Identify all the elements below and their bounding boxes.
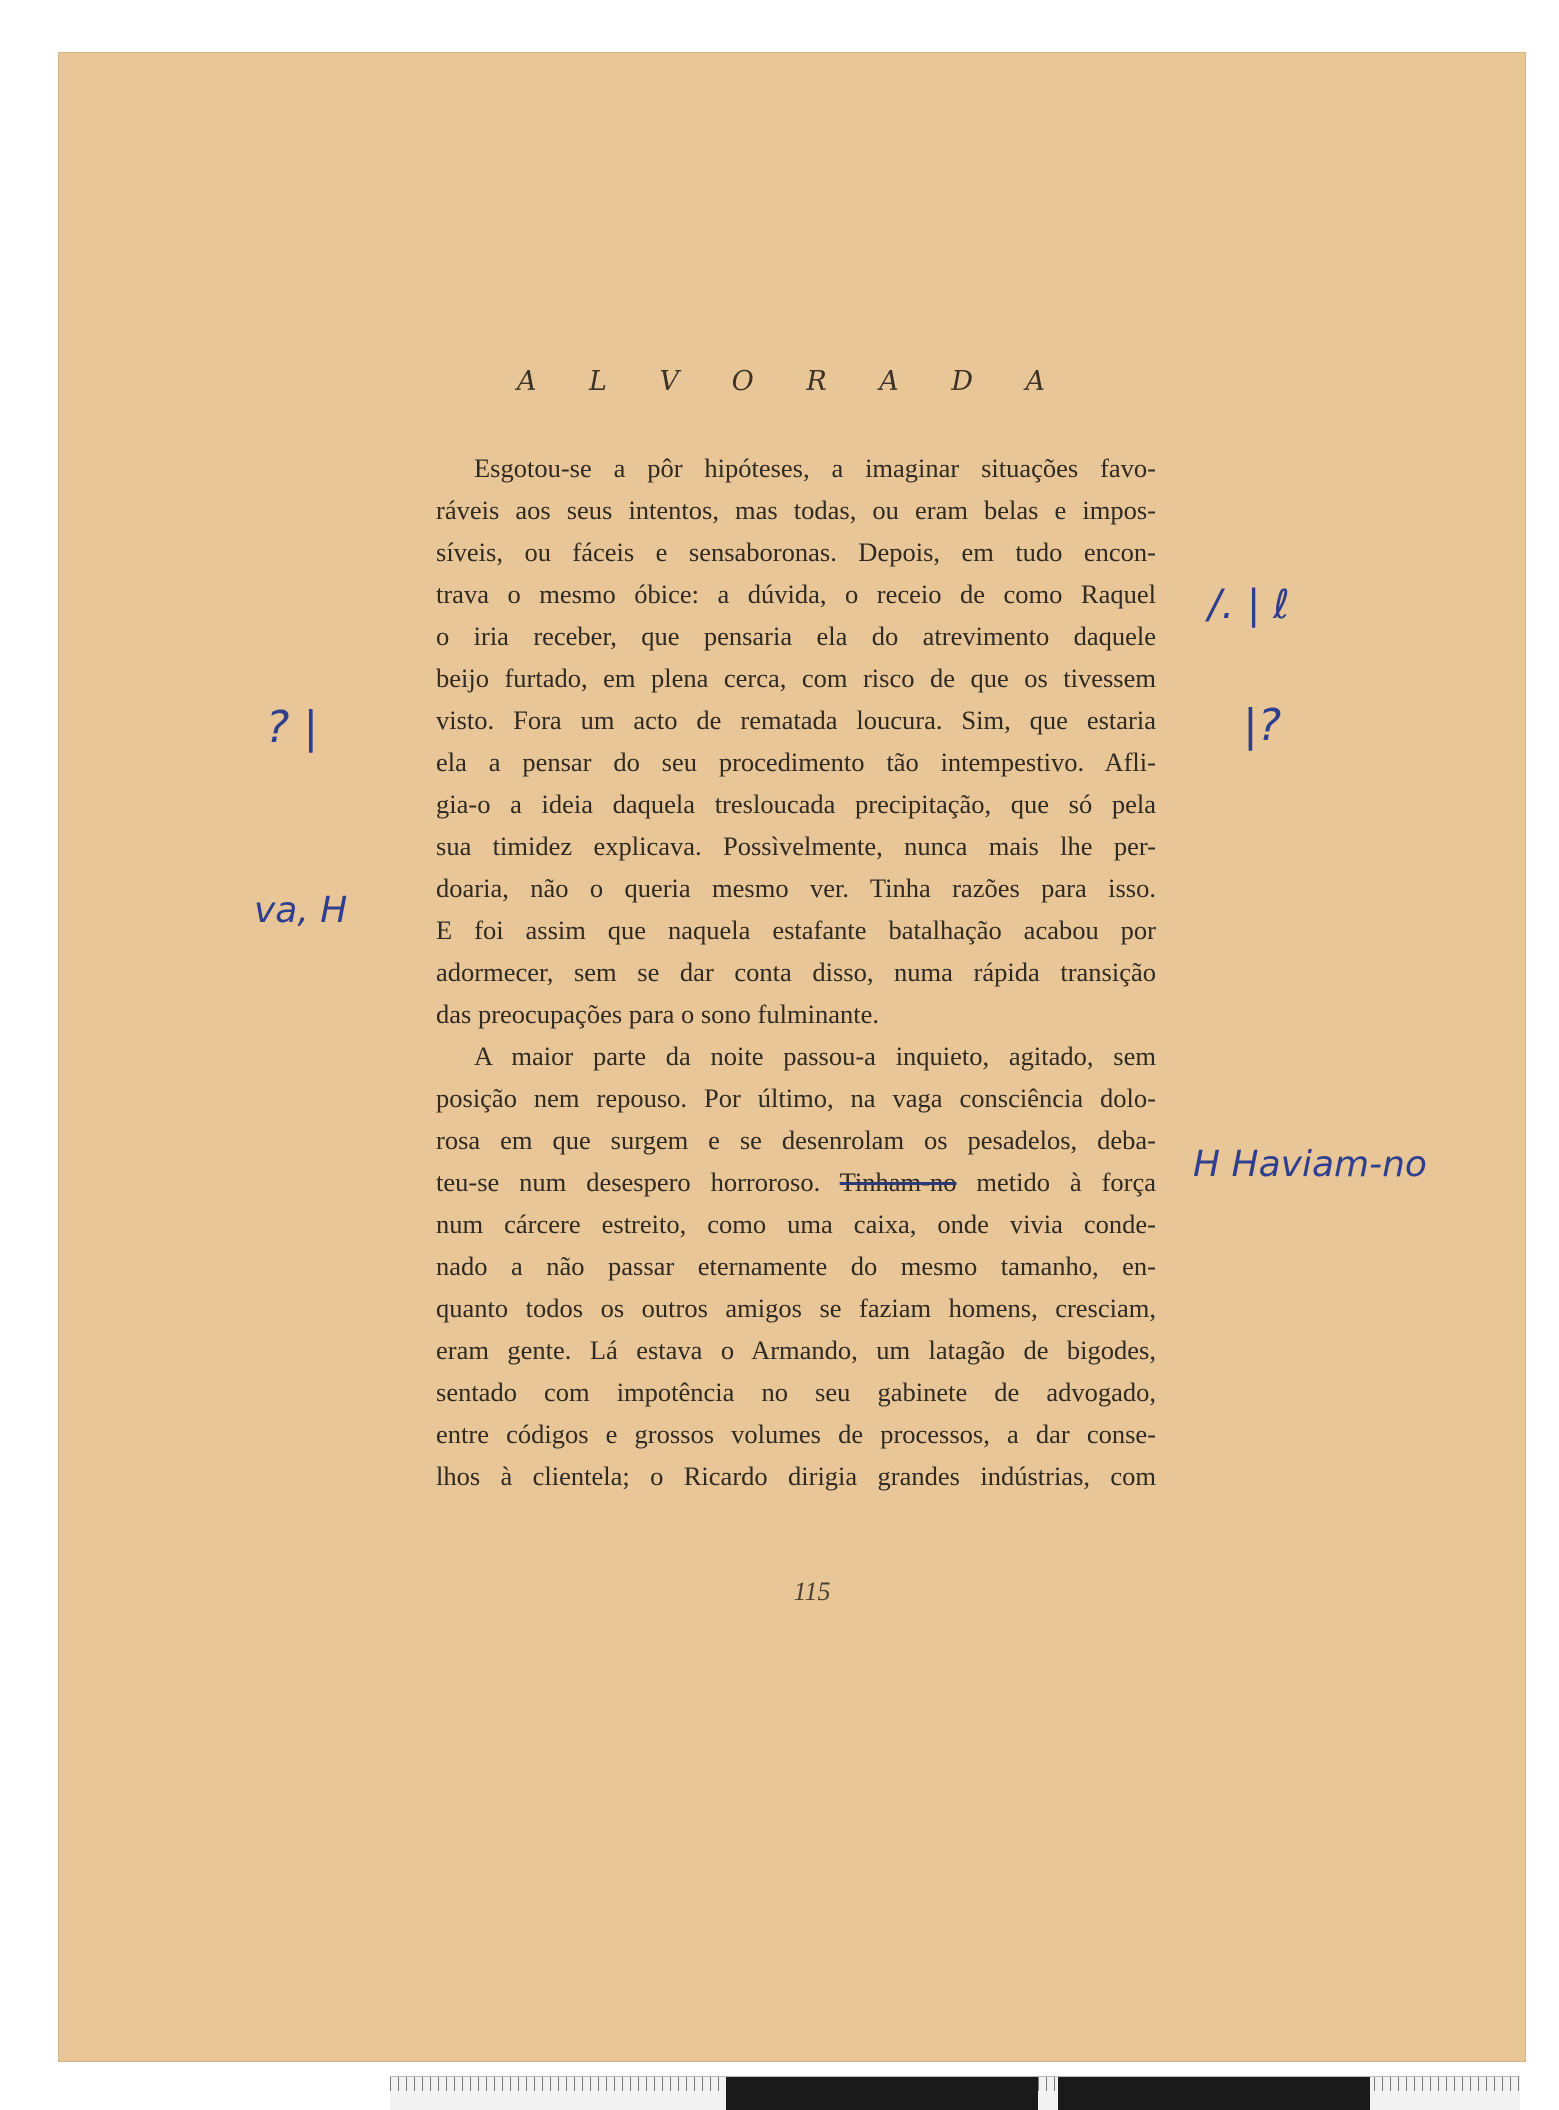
text-line: trava o mesmo óbice: a dúvida, o receio de como Raquel <box>436 579 1156 609</box>
text-line: gia-o a ideia daquela tresloucada precipitação, que só pela <box>436 789 1156 819</box>
text-line: o iria receber, que pensaria ela do atrevimento daquele <box>436 621 1156 651</box>
margin-note-right-1: /. | ℓ <box>1208 582 1290 628</box>
text-line: sentado com impotência no seu gabinete de advogado, <box>436 1377 1156 1407</box>
text-line: adormecer, sem se dar conta disso, numa rápida transição <box>436 957 1156 987</box>
text-line: lhos à clientela; o Ricardo dirigia grandes indústrias, com <box>436 1461 1156 1491</box>
margin-note-left-2: va, H <box>254 890 348 931</box>
text-line: sua timidez explicava. Possìvelmente, nunca mais lhe per- <box>436 831 1156 861</box>
margin-note-right-2: |? <box>1243 700 1282 751</box>
paper-sheet <box>58 52 1526 2062</box>
text-line: Esgotou-se a pôr hipóteses, a imaginar situações favo- <box>474 453 1156 483</box>
paragraph-2 <box>436 1035 1156 1497</box>
paragraph-1 <box>436 447 1156 1035</box>
margin-note-right-3: H Haviam-no <box>1193 1144 1427 1185</box>
text-line: E foi assim que naquela estafante batalhação acabou por <box>436 915 1156 945</box>
ruler-black-block <box>726 2077 1038 2110</box>
page-number: 115 <box>793 1577 831 1606</box>
text-line: visto. Fora um acto de rematada loucura. Sim, que estaria <box>436 705 1156 735</box>
text-line: doaria, não o queria mesmo ver. Tinha razões para isso. <box>436 873 1156 903</box>
text-line-with-strike <box>436 1161 1156 1203</box>
struck-word: Tinham-no <box>839 1167 957 1197</box>
text-line: beijo furtado, em plena cerca, com risco de que os tivessem <box>436 663 1156 693</box>
text-fragment: metido à força <box>956 1167 1156 1197</box>
text-fragment: teu-se num desespero horroroso. <box>436 1167 840 1197</box>
text-line: entre códigos e grossos volumes de processos, a dar conse- <box>436 1419 1156 1449</box>
text-line: nado a não passar eternamente do mesmo tamanho, en- <box>436 1251 1156 1281</box>
text-line: ela a pensar do seu procedimento tão intempestivo. Afli- <box>436 747 1156 777</box>
text-line: eram gente. Lá estava o Armando, um latagão de bigodes, <box>436 1335 1156 1365</box>
text-line: das preocupações para o sono fulminante. <box>436 999 879 1029</box>
text-line: A maior parte da noite passou-a inquieto, agitado, sem <box>474 1041 1156 1071</box>
text-line: quanto todos os outros amigos se faziam homens, cresciam, <box>436 1293 1156 1323</box>
text-line: síveis, ou fáceis e sensaboronas. Depois, em tudo encon- <box>436 537 1156 567</box>
margin-note-left-1: ? | <box>266 702 319 753</box>
text-line: posição nem repouso. Por último, na vaga consciência dolo- <box>436 1083 1156 1113</box>
page-title: A L V O R A D A <box>516 366 1068 397</box>
body-text <box>436 447 1156 1497</box>
text-line: ráveis aos seus intentos, mas todas, ou eram belas e impos- <box>436 495 1156 525</box>
text-line: num cárcere estreito, como uma caixa, onde vivia conde- <box>436 1209 1156 1239</box>
scale-ruler <box>390 2076 1520 2110</box>
ruler-black-block <box>1058 2077 1370 2110</box>
text-line: rosa em que surgem e se desenrolam os pesadelos, deba- <box>436 1125 1156 1155</box>
